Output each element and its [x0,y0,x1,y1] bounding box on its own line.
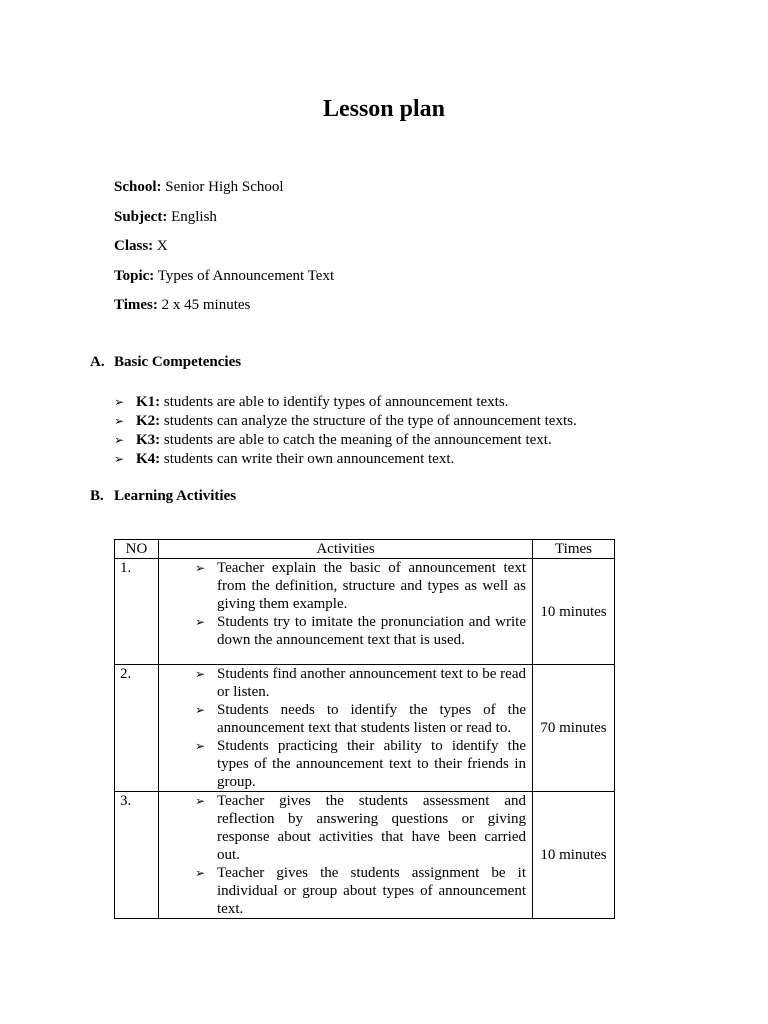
competency-text: students are able to identify types of announcement texts. [163,394,509,410]
row-activities [159,665,533,792]
learning-activities-table [114,539,615,919]
competency-list [114,393,674,469]
section-heading-learning-activities [90,488,236,505]
list-item [114,412,674,431]
list-item [165,701,526,737]
list-item [165,864,526,918]
section-letter: B. [90,488,104,504]
info-school [114,176,334,206]
row-activities [159,559,533,665]
section-heading-basic-competencies [90,354,241,371]
activity-text: Students needs to identify the types of the announcement text that students listen or read to. [217,702,526,736]
arrowhead-bullet-icon: ➢ [114,433,125,447]
activity-text: Students find another announcement text to be read or listen. [217,666,526,700]
activity-text: Teacher gives the students assessment and reflection by answering questions or giving response about activities that have been carried out. [217,793,526,863]
competency-code: K4: [136,451,161,467]
info-label: Topic: [114,267,155,284]
info-value: Types of Announcement Text [157,267,335,284]
arrowhead-bullet-icon: ➢ [195,667,206,681]
row-time: 10 minutes [533,559,615,665]
row-time: 10 minutes [533,792,615,919]
activity-list [165,792,526,918]
list-item [114,431,674,450]
info-subject [114,206,334,236]
lesson-info [114,176,334,324]
info-label: Times: [114,297,158,313]
list-item [114,450,674,469]
list-item [114,393,674,412]
arrowhead-bullet-icon: ➢ [195,703,206,717]
row-number: 3. [115,792,159,919]
info-value: Senior High School [165,179,284,195]
info-times [114,294,334,324]
row-number: 1. [115,559,159,665]
activity-list [165,665,526,791]
competency-code: K3: [136,432,161,448]
list-item [165,665,526,701]
info-value: English [171,208,217,225]
row-number: 2. [115,665,159,792]
arrowhead-bullet-icon: ➢ [195,615,206,629]
table-row [115,792,615,919]
section-title: Basic Competencies [114,354,242,370]
arrowhead-bullet-icon: ➢ [195,866,206,880]
arrowhead-bullet-icon: ➢ [114,414,125,428]
page-title: Lesson plan [322,96,446,122]
table-row [115,665,615,792]
list-item [165,559,526,613]
info-label: Subject: [114,208,168,225]
list-item [165,737,526,791]
section-title: Learning Activities [114,488,237,504]
activity-text: Teacher gives the students assignment be it individual or group about types of announcement text. [217,865,526,917]
table-header-row [115,540,615,559]
table-row [115,559,615,665]
competency-text: students can analyze the structure of the type of announcement texts. [163,413,577,429]
info-topic [114,265,334,295]
info-value: 2 x 45 minutes [161,297,251,313]
header-times: Times [533,540,615,559]
list-item [165,613,526,649]
arrowhead-bullet-icon: ➢ [195,561,206,575]
list-item [165,792,526,864]
arrowhead-bullet-icon: ➢ [114,452,125,466]
activity-text: Students try to imitate the pronunciation and write down the announcement text that is used. [217,614,526,648]
info-value: X [156,238,168,254]
competency-text: students can write their own announcement text. [163,451,455,467]
info-class [114,235,334,265]
section-letter: A. [90,354,105,370]
competency-text: students are able to catch the meaning of the announcement text. [163,432,552,448]
info-label: Class: [114,238,154,254]
competency-code: K1: [136,394,161,410]
activity-text: Students practicing their ability to identify the types of the announcement text to their friends in group. [217,738,526,790]
row-activities [159,792,533,919]
header-no: NO [115,540,159,559]
header-activities: Activities [159,540,533,559]
row-time: 70 minutes [533,665,615,792]
arrowhead-bullet-icon: ➢ [195,739,206,753]
activity-list [165,559,526,649]
activity-text: Teacher explain the basic of announcement text from the definition, structure and types as well as giving them example. [217,560,526,612]
info-label: School: [114,179,162,195]
competency-code: K2: [136,413,161,429]
arrowhead-bullet-icon: ➢ [114,395,125,409]
arrowhead-bullet-icon: ➢ [195,794,206,808]
